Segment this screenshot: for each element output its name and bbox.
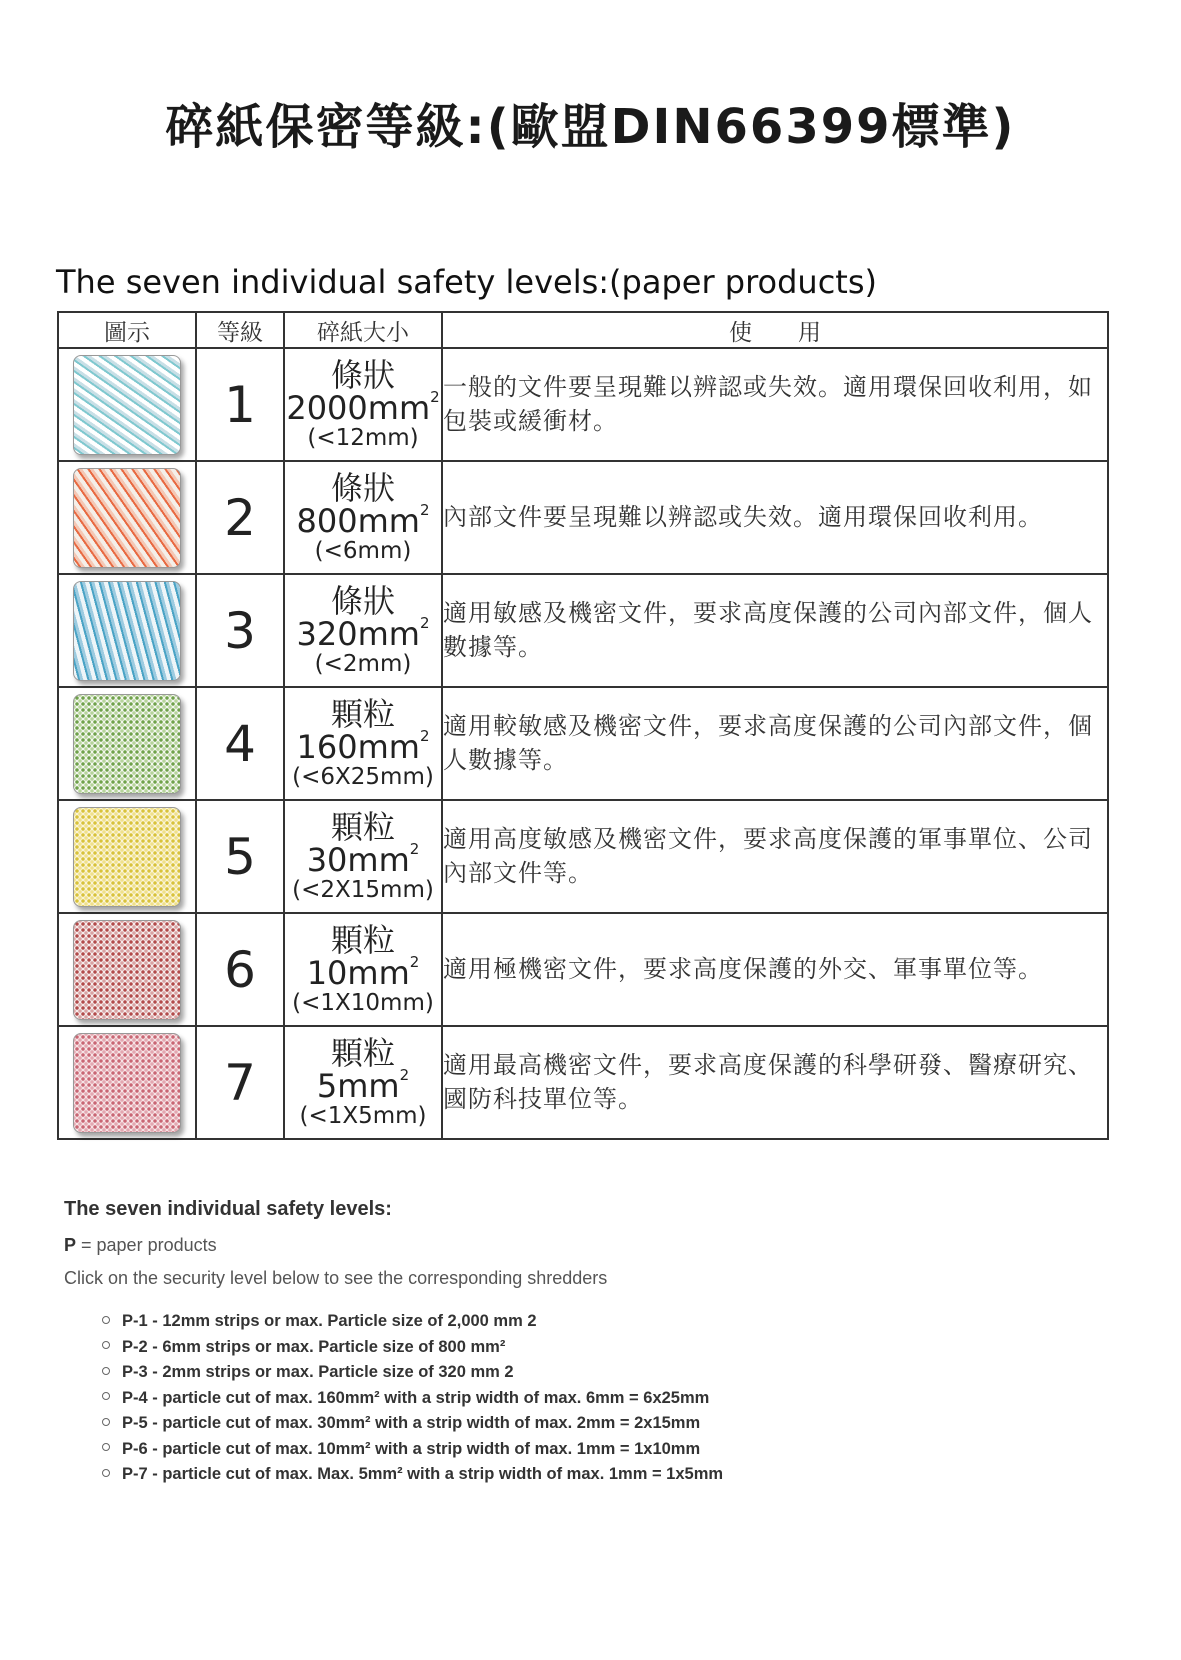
level-description: - particle cut of max. 30mm² with a strip width of max. 2mm = 2x15mm [147, 1414, 701, 1432]
level-number: 3 [196, 574, 284, 687]
level-number: 6 [196, 913, 284, 1026]
shredded-paper-image [73, 694, 181, 794]
level-code[interactable]: P-5 [122, 1414, 148, 1432]
level-number: 5 [196, 800, 284, 913]
cut-type: 顆粒 [330, 694, 395, 733]
shred-image-cell [58, 1026, 196, 1139]
shredded-paper-image [73, 355, 181, 455]
usage-description: 適用高度敏感及機密文件，要求高度保護的軍事單位、公司內部文件等。 [442, 800, 1108, 913]
shred-image-cell [58, 348, 196, 461]
shred-image-cell [58, 687, 196, 800]
shred-image-cell [58, 461, 196, 574]
table-header-row [58, 312, 1108, 348]
info-section [64, 1198, 1044, 1488]
level-number: 7 [196, 1026, 284, 1139]
shred-image-cell [58, 574, 196, 687]
area-exponent: 2 [419, 614, 430, 633]
shredded-paper-image [73, 581, 181, 681]
level-description: - 2mm strips or max. Particle size of 320 mm 2 [147, 1363, 514, 1381]
area-exponent: 2 [409, 953, 420, 972]
area-value: 320mm [296, 615, 420, 654]
shredded-paper-image [73, 1033, 181, 1133]
list-item[interactable] [102, 1309, 1044, 1335]
area-exponent: 2 [430, 388, 440, 407]
cut-type: 顆粒 [330, 1033, 395, 1072]
shredded-paper-image [73, 468, 181, 568]
circle-bullet-icon [102, 1443, 110, 1451]
usage-description: 適用極機密文件，要求高度保護的外交、軍事單位等。 [442, 913, 1108, 1026]
cut-type: 條狀 [330, 355, 395, 394]
level-description: - 6mm strips or max. Particle size of 800 mm² [147, 1337, 506, 1356]
strip-size: (<6X25mm) [292, 764, 434, 791]
shredded-paper-image [73, 807, 181, 907]
paper-products-note [64, 1235, 1044, 1256]
table-row [58, 574, 1108, 687]
shred-size-cell [284, 913, 442, 1026]
circle-bullet-icon [102, 1316, 110, 1324]
usage-description: 內部文件要呈現難以辨認或失效。適用環保回收利用。 [442, 461, 1108, 574]
particle-area [285, 1066, 441, 1106]
table-row [58, 800, 1108, 913]
area-value: 5mm [316, 1067, 400, 1106]
table-row [58, 461, 1108, 574]
level-number: 4 [196, 687, 284, 800]
level-code[interactable]: P-6 [122, 1439, 148, 1458]
table-row [58, 348, 1108, 461]
level-number: 2 [196, 461, 284, 574]
shred-size-cell [284, 687, 442, 800]
shredded-paper-image [73, 920, 181, 1020]
strip-size: (<2X15mm) [292, 877, 434, 904]
usage-description: 一般的文件要呈現難以辨認或失效。適用環保回收利用，如包裝或緩衝材。 [442, 348, 1108, 461]
particle-area [285, 953, 441, 993]
p-key: P [64, 1235, 77, 1255]
shred-size-cell [284, 461, 442, 574]
particle-area [285, 501, 441, 541]
area-exponent: 2 [399, 1066, 410, 1085]
list-item[interactable] [102, 1386, 1044, 1412]
particle-area [285, 727, 441, 767]
list-item[interactable] [102, 1437, 1044, 1463]
level-description: - 12mm strips or max. Particle size of 2,000 mm 2 [147, 1312, 537, 1330]
shred-image-cell [58, 913, 196, 1026]
area-exponent: 2 [409, 840, 420, 859]
list-item[interactable] [102, 1335, 1044, 1361]
particle-area [285, 388, 441, 428]
level-code[interactable]: P-4 [122, 1388, 148, 1407]
header-size: 碎紙大小 [284, 312, 442, 348]
list-item[interactable] [102, 1411, 1044, 1437]
table-row [58, 913, 1108, 1026]
level-code[interactable]: P-1 [122, 1312, 148, 1330]
area-value: 2000mm [286, 389, 431, 428]
area-value: 800mm [296, 502, 420, 541]
header-level: 等級 [196, 312, 284, 348]
strip-size: (<1X5mm) [299, 1103, 427, 1130]
strip-size: (<12mm) [307, 425, 419, 452]
area-exponent: 2 [419, 501, 430, 520]
shred-size-cell [284, 800, 442, 913]
circle-bullet-icon [102, 1341, 110, 1349]
level-number: 1 [196, 348, 284, 461]
level-code[interactable]: P-2 [122, 1337, 148, 1356]
shred-size-cell [284, 348, 442, 461]
cut-type: 顆粒 [330, 920, 395, 959]
level-description: - particle cut of max. 160mm² with a strip width of max. 6mm = 6x25mm [147, 1388, 710, 1407]
circle-bullet-icon [102, 1392, 110, 1400]
level-code[interactable]: P-3 [122, 1363, 148, 1381]
header-icon: 圖示 [58, 312, 196, 348]
cut-type: 顆粒 [330, 807, 395, 846]
area-exponent: 2 [419, 727, 430, 746]
circle-bullet-icon [102, 1418, 110, 1426]
circle-bullet-icon [102, 1367, 110, 1375]
strip-size: (<6mm) [314, 538, 412, 565]
area-value: 10mm [306, 954, 410, 993]
usage-description: 適用敏感及機密文件，要求高度保護的公司內部文件，個人數據等。 [442, 574, 1108, 687]
shred-size-cell [284, 574, 442, 687]
list-item[interactable] [102, 1462, 1044, 1488]
circle-bullet-icon [102, 1469, 110, 1477]
area-value: 160mm [296, 728, 420, 767]
strip-size: (<2mm) [314, 651, 412, 678]
safety-levels-table [57, 311, 1109, 1140]
usage-description: 適用最高機密文件，要求高度保護的科學研發、醫療研究、國防科技單位等。 [442, 1026, 1108, 1139]
level-description: - particle cut of max. Max. 5mm² with a strip width of max. 1mm = 1x5mm [147, 1465, 724, 1483]
cut-type: 條狀 [330, 581, 395, 620]
levels-list [64, 1309, 1044, 1488]
shred-image-cell [58, 800, 196, 913]
list-item[interactable] [102, 1360, 1044, 1386]
header-usage: 使 用 [442, 312, 1108, 348]
shred-size-cell [284, 1026, 442, 1139]
area-value: 30mm [306, 841, 410, 880]
particle-area [285, 614, 441, 654]
info-heading: The seven individual safety levels: [64, 1198, 392, 1220]
level-code[interactable]: P-7 [122, 1465, 148, 1483]
strip-size: (<1X10mm) [292, 990, 434, 1017]
usage-description: 適用較敏感及機密文件，要求高度保護的公司內部文件，個人數據等。 [442, 687, 1108, 800]
table-row [58, 1026, 1108, 1139]
table-row [58, 687, 1108, 800]
particle-area [285, 840, 441, 880]
table-subtitle: The seven individual safety levels:(paper products) [56, 263, 877, 301]
page-title: 碎紙保密等級:(歐盟DIN66399標準) [165, 99, 1016, 155]
level-description: - particle cut of max. 10mm² with a strip width of max. 1mm = 1x10mm [147, 1439, 701, 1458]
p-text: = paper products [76, 1235, 217, 1255]
click-instruction: Click on the security level below to see the corresponding shredders [64, 1268, 608, 1288]
cut-type: 條狀 [330, 468, 395, 507]
